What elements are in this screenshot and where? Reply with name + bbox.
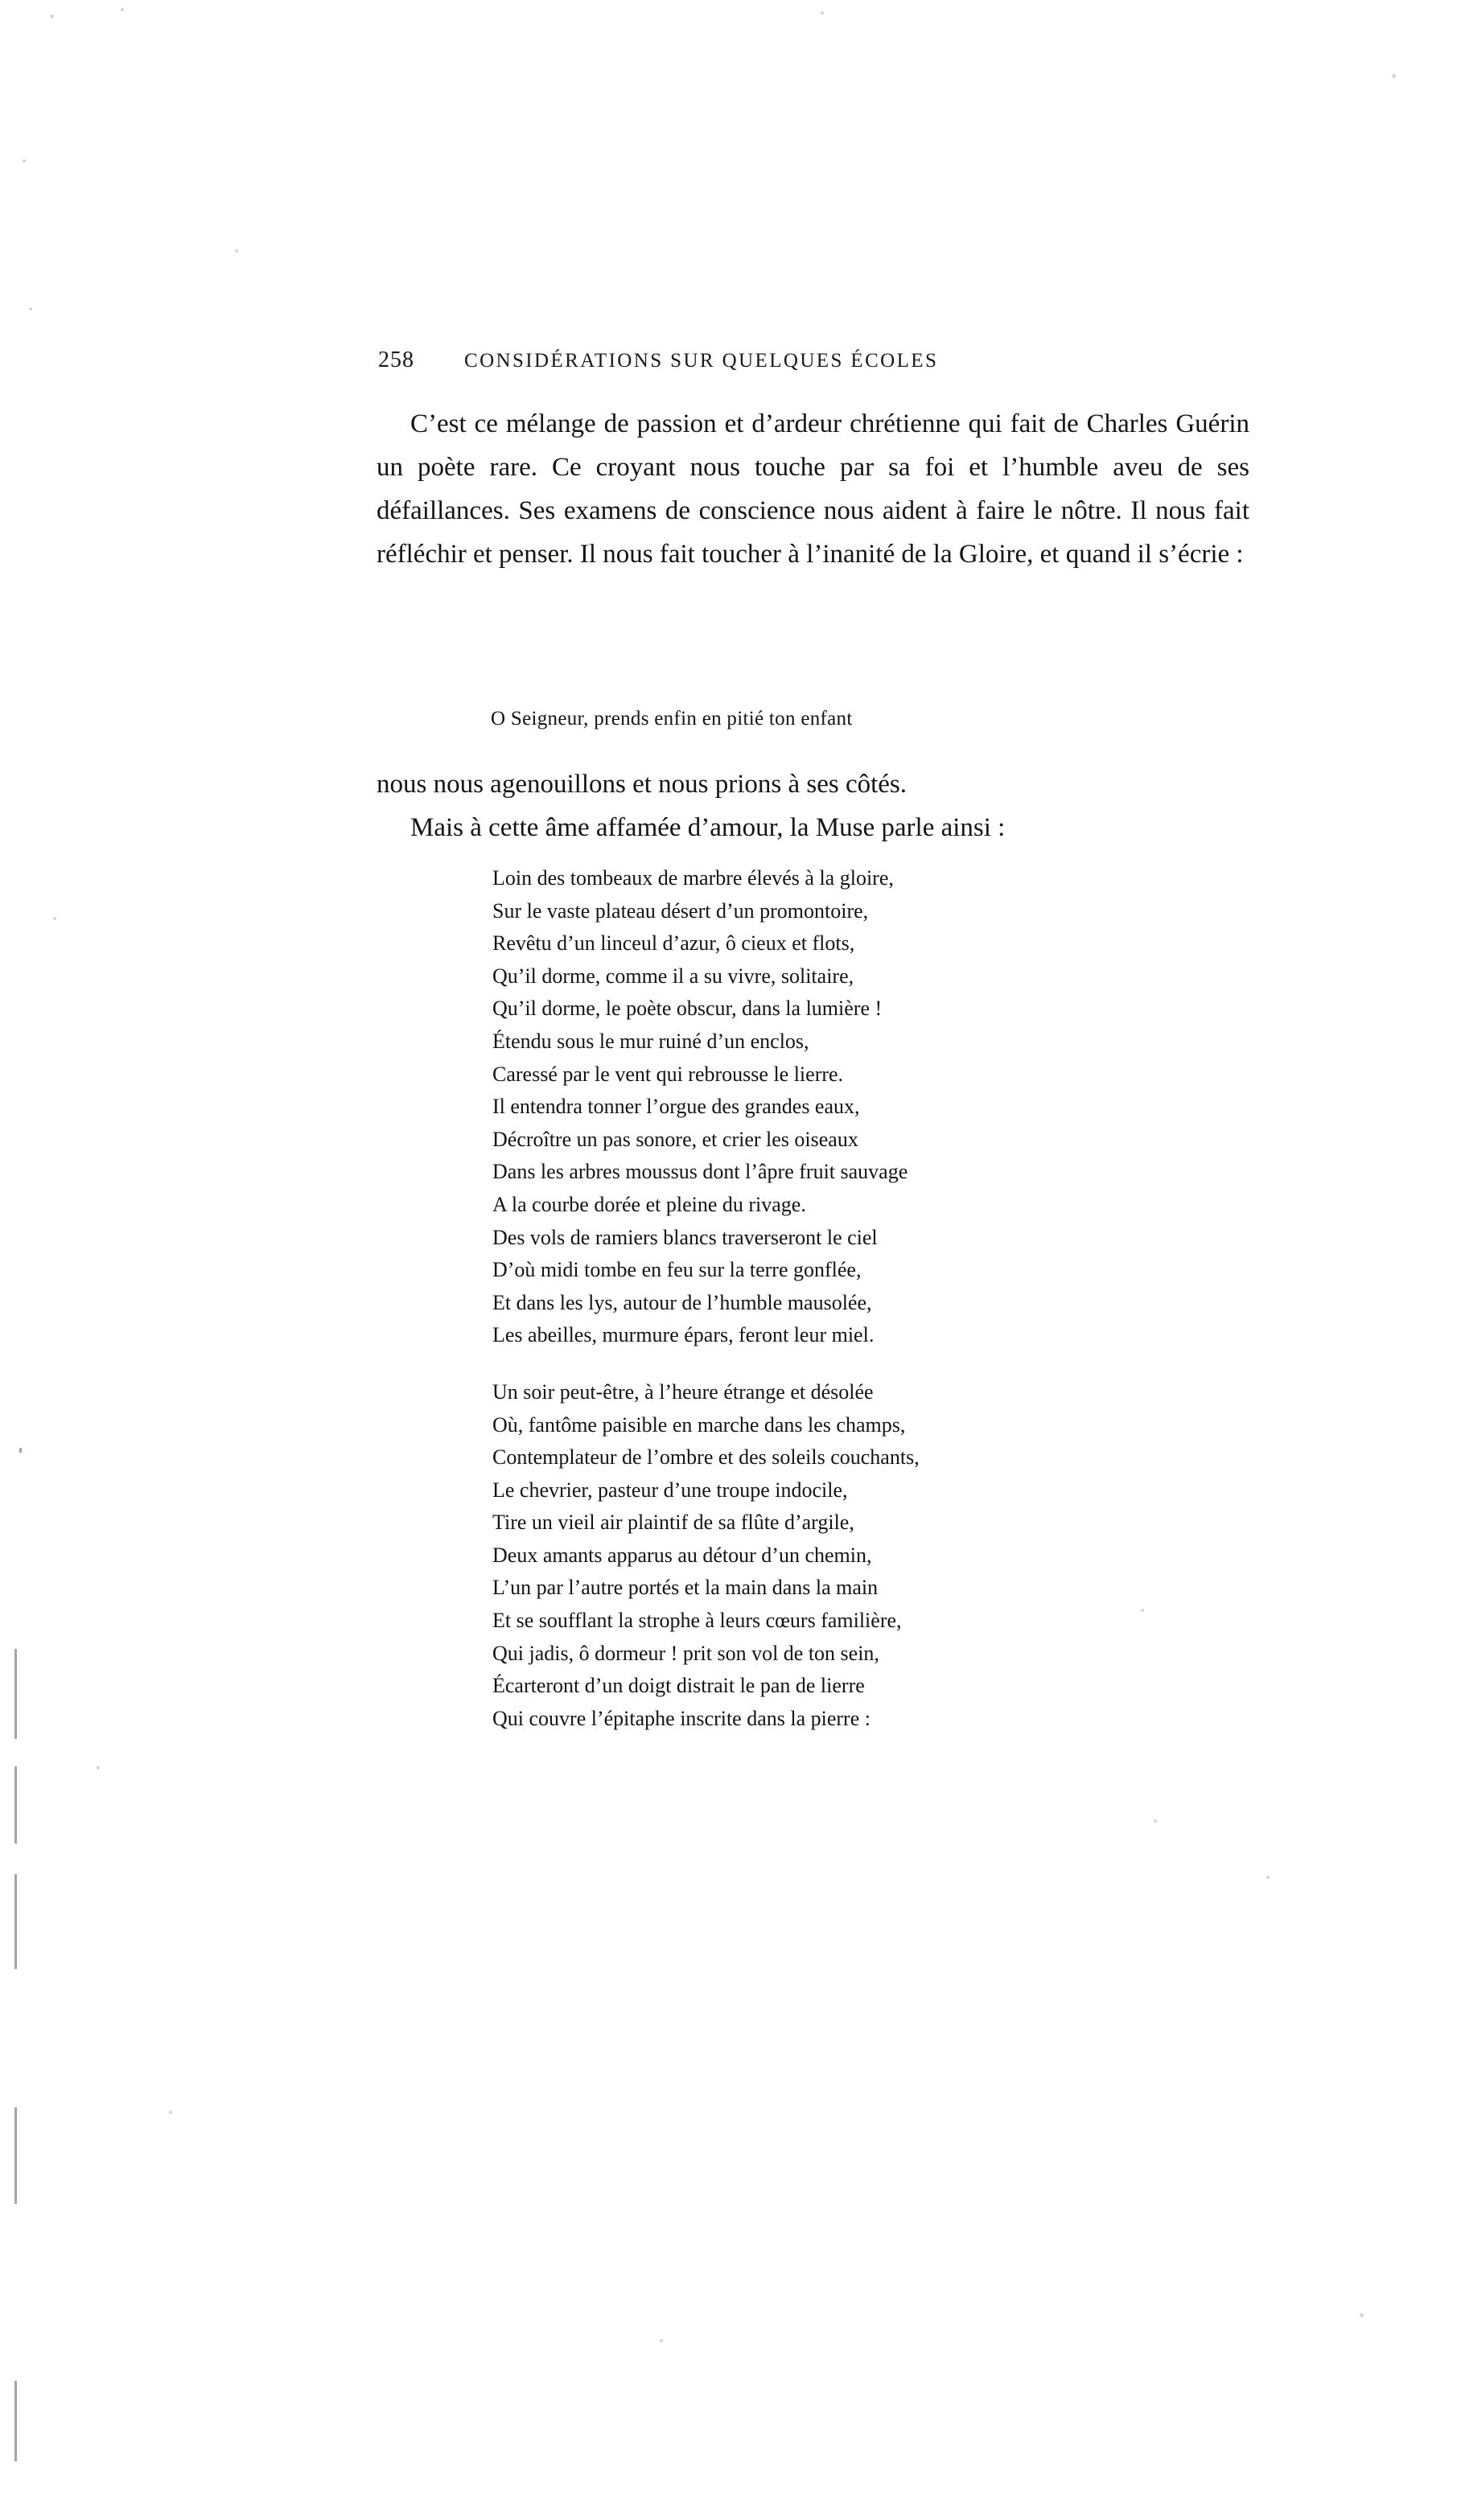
poem-line: Des vols de ramiers blancs traverseront le ciel [492,1225,878,1249]
page-edge-mark [14,2381,17,2461]
poem-line: Et se soufflant la strophe à leurs cœurs familière, [492,1609,902,1633]
paper-speck [1360,2313,1364,2317]
poem-line: Qui couvre l’épitaphe inscrite dans la pierre : [492,1706,870,1730]
poem-line: Où, fantôme paisible en marche dans les champs, [492,1412,906,1437]
paper-speck [1392,74,1396,78]
poem-line: Qu’il dorme, le poète obscur, dans la lumière ! [492,997,883,1021]
poem-line: Un soir peut-être, à l’heure étrange et désolée [492,1379,874,1404]
paper-speck [660,2339,663,2342]
paper-speck [23,159,26,162]
paragraph: C’est ce mélange de passion et d’ardeur chrétienne qui fait de Charles Guérin un poète rare. Ce croyant nous touche par sa foi et l’humble aveu de ses défaillances. Ses examens de conscience nous aident à faire le nôtre. Il nous fait réfléchir et penser. Il nous fait toucher à l’inanité de la Gloire, et quand il s’écrie : [377,409,1249,569]
poem-line: A la courbe dorée et pleine du rivage. [492,1192,806,1216]
poem-line: Le chevrier, pasteur d’une troupe indocile, [492,1478,848,1502]
paper-speck [50,14,54,18]
poem-line: Dans les arbres moussus dont l’âpre fruit sauvage [492,1160,908,1184]
poem-line: Qu’il dorme, comme il a su vivre, solitaire, [492,964,854,988]
poem-line: Contemplateur de l’ombre et des soleils couchants, [492,1445,920,1470]
poem-line: Revêtu d’un linceul d’azur, ô cieux et flots, [492,931,855,956]
running-title: CONSIDÉRATIONS SUR QUELQUES ÉCOLES [464,350,939,372]
poem-line: Qui jadis, ô dormeur ! prit son vol de ton sein, [492,1641,879,1665]
poem-line: Tire un vieil air plaintif de sa flûte d’argile, [492,1511,854,1535]
poem-stanza [492,862,1152,1352]
poem-line: Écarteront d’un doigt distrait le pan de lierre [492,1674,865,1698]
paper-speck [235,249,238,253]
poem-line: Il entendra tonner l’orgue des grandes eaux, [492,1095,860,1119]
page-edge-mark [14,2107,17,2204]
poem-line: D’où midi tombe en feu sur la terre gonflée, [492,1258,862,1282]
poem-stanza [492,1376,1152,1736]
paper-speck [169,2111,172,2114]
running-head [378,347,1118,373]
page-edge-mark [14,1649,17,1739]
paper-speck [29,307,32,310]
paper-speck [53,917,56,920]
page-number: 258 [378,347,414,372]
body-paragraph-block [377,402,1249,576]
paper-speck [121,8,124,11]
poem-line: Sur le vaste plateau désert d’un promontoire, [492,898,869,923]
poem-line: Les abeilles, murmure épars, feront leur miel. [492,1323,875,1347]
paper-speck [1266,1876,1270,1879]
poem-line: Loin des tombeaux de marbre élevés à la gloire, [492,866,894,890]
paragraph: Mais à cette âme affamée d’amour, la Muse parle ainsi : [410,813,1006,842]
paper-speck [97,1766,100,1770]
poem-line: Étendu sous le mur ruiné d’un enclos, [492,1029,809,1053]
poem-block [492,862,1152,1759]
paragraph: nous nous agenouillons et nous prions à ses côtés. [377,770,908,799]
poem-line: Deux amants apparus au détour d’un chemin, [492,1543,872,1567]
poem-line: Caressé par le vent qui rebrousse le lierre. [492,1062,844,1086]
body-paragraph-block-2 [377,763,1249,849]
poem-line: Et dans les lys, autour de l’humble mausolée, [492,1290,872,1314]
inset-quotation: O Seigneur, prends enfin en pitié ton enfant [491,708,853,730]
page-edge-mark [14,1874,17,1969]
paper-speck [1154,1819,1157,1823]
poem-line: L’un par l’autre portés et la main dans la main [492,1576,879,1600]
poem-line: Décroître un pas sonore, et crier les oiseaux [492,1127,858,1151]
page-edge-mark [14,1766,17,1844]
page-edge-mark [19,1448,22,1453]
paper-speck [821,11,824,14]
